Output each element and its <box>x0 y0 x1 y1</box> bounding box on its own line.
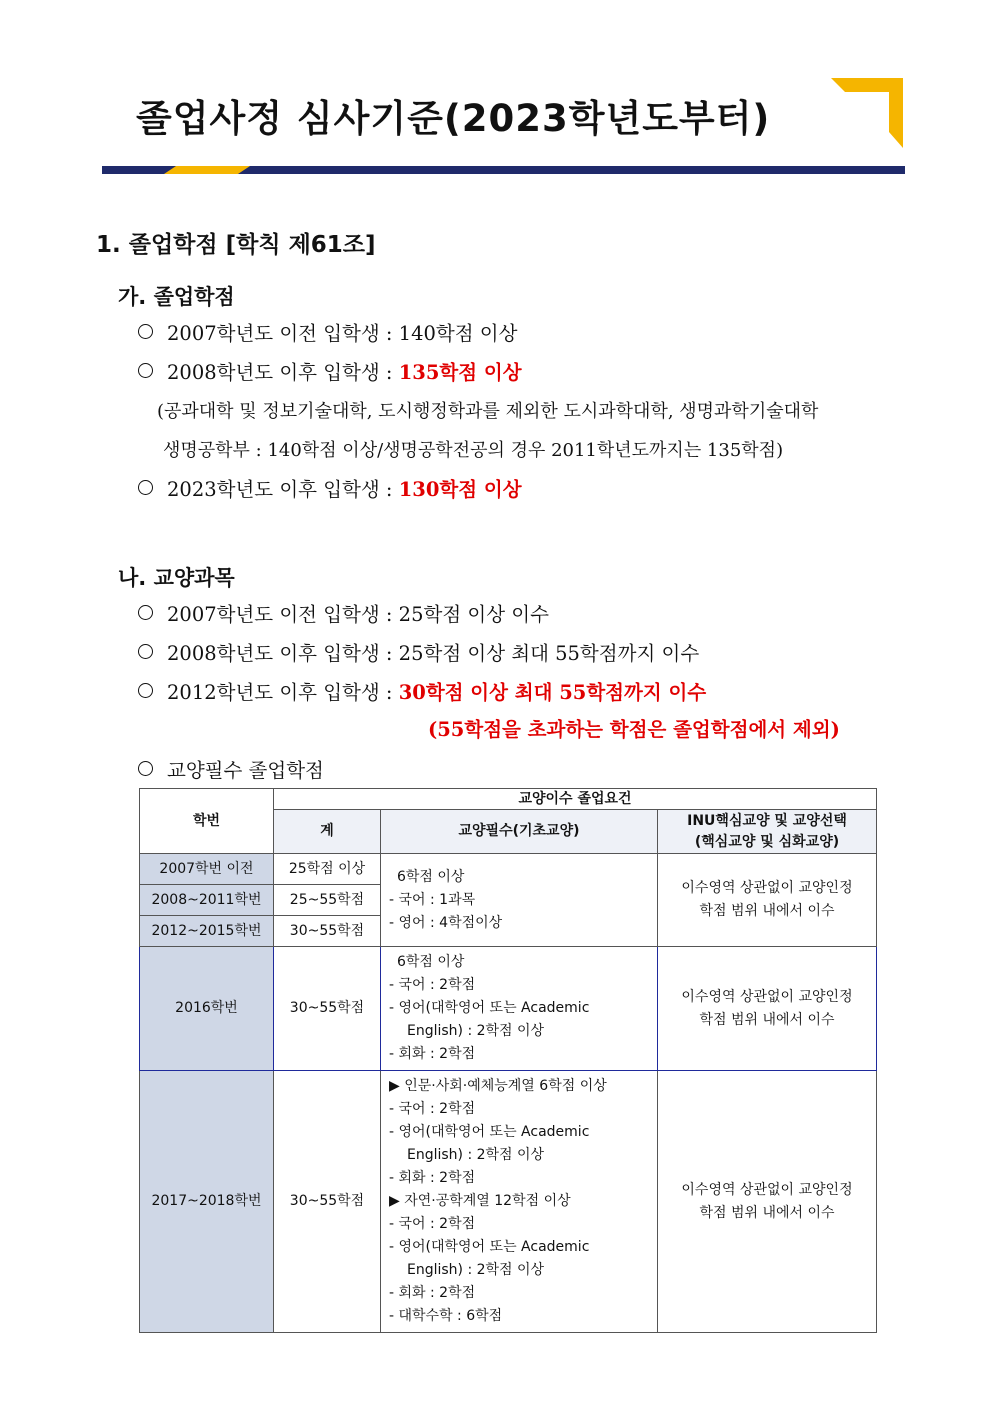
list-item: 2008학년도 이후 입학생 : 25학점 이상 최대 55학점까지 이수 <box>138 638 699 666</box>
core-requirements: 이수영역 상관없이 교양인정 학점 범위 내에서 이수 <box>658 1071 877 1333</box>
basic-requirements: 6학점 이상 - 국어 : 2학점 - 영어(대학영어 또는 Academic English) : 2학점 이상 - 회화 : 2학점 <box>381 947 658 1071</box>
title-rule-accent <box>164 166 250 174</box>
row-total: 25학점 이상 <box>274 854 381 885</box>
requirements-table <box>139 788 877 1333</box>
circle-bullet-icon <box>138 605 153 620</box>
circle-bullet-icon <box>138 644 153 659</box>
subsection-heading-b: 나. 교양과목 <box>118 566 235 590</box>
header-requirements: 교양이수 졸업요건 <box>274 789 877 810</box>
basic-requirements: ▶ 인문·사회·예체능계열 6학점 이상 - 국어 : 2학점 - 영어(대학영어 또는 Academic English) : 2학점 이상 - 회화 : 2학점 ▶ 자연·공학계열 12학점 이상 - 국어 : 2학점 - 영어(대학영어 또는 Academic English) : 2학점 이상 - 회화 : 2학점 - 대학수학 : 6학점 <box>381 1071 658 1333</box>
note-line: 생명공학부 : 140학점 이상/생명공학전공의 경우 2011학년도까지는 135학점) <box>163 440 784 461</box>
row-total: 30~55학점 <box>274 1071 381 1333</box>
row-year: 2007학번 이전 <box>140 854 274 885</box>
row-year: 2008~2011학번 <box>140 885 274 916</box>
red-note: (55학점을 초과하는 학점은 졸업학점에서 제외) <box>428 718 840 741</box>
row-year: 2016학번 <box>140 947 274 1071</box>
section-heading: 1. 졸업학점 [학칙 제61조] <box>96 232 376 258</box>
header-total: 계 <box>274 810 381 854</box>
row-year: 2012~2015학번 <box>140 916 274 947</box>
circle-bullet-icon <box>138 480 153 495</box>
circle-bullet-icon <box>138 761 153 776</box>
header-core: INU핵심교양 및 교양선택 (핵심교양 및 심화교양) <box>658 810 877 854</box>
corner-accent-icon <box>831 78 903 148</box>
list-item: 2007학년도 이전 입학생 : 140학점 이상 <box>138 318 517 346</box>
basic-requirements: 6학점 이상 - 국어 : 1과목 - 영어 : 4학점이상 <box>381 854 658 947</box>
row-year: 2017~2018학번 <box>140 1071 274 1333</box>
row-total: 30~55학점 <box>274 916 381 947</box>
list-item: 2023학년도 이후 입학생 : 130학점 이상 <box>138 474 522 502</box>
header-basic: 교양필수(기초교양) <box>381 810 658 854</box>
row-total: 25~55학점 <box>274 885 381 916</box>
list-item: 2012학년도 이후 입학생 : 30학점 이상 최대 55학점까지 이수 <box>138 677 706 705</box>
list-item: 2007학년도 이전 입학생 : 25학점 이상 이수 <box>138 599 549 627</box>
circle-bullet-icon <box>138 324 153 339</box>
core-requirements: 이수영역 상관없이 교양인정 학점 범위 내에서 이수 <box>658 947 877 1071</box>
page-title: 졸업사정 심사기준(2023학년도부터) <box>136 97 771 140</box>
header-year: 학번 <box>140 789 274 854</box>
circle-bullet-icon <box>138 683 153 698</box>
circle-bullet-icon <box>138 363 153 378</box>
row-total: 30~55학점 <box>274 947 381 1071</box>
list-item: 2008학년도 이후 입학생 : 135학점 이상 <box>138 357 522 385</box>
list-item: 교양필수 졸업학점 <box>138 755 324 783</box>
note-line: (공과대학 및 정보기술대학, 도시행정학과를 제외한 도시과학대학, 생명과학기술대학 <box>157 401 819 422</box>
core-requirements: 이수영역 상관없이 교양인정 학점 범위 내에서 이수 <box>658 854 877 947</box>
subsection-heading-a: 가. 졸업학점 <box>118 285 235 309</box>
